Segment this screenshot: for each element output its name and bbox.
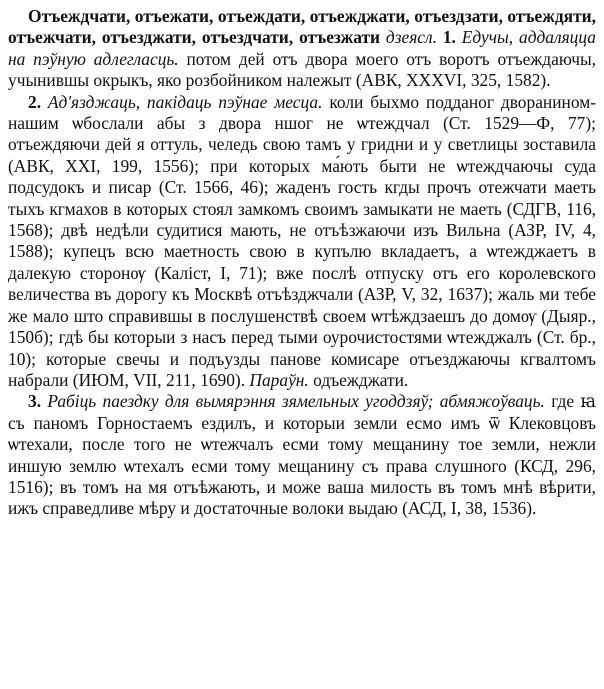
- sense-3-citations: где ꙗ съ паномъ Горностаемъ ездилъ, и которыи земли есмо имъ ѿ Клековцовъ ѡтехали, после того не ѡтежчалъ есми тому мещанину тое земли, нежли иншую землю ѡтехалъ есми тому мещанину съ права слушного (КСД, 296, 1516); въ томъ на мя отъѣжають, и може ваша милость въ томъ мнѣ вѣрити, ижъ справедливе мѣру и достаточные волоки выдаю (АСД, I, 38, 1536).: [8, 391, 596, 519]
- entry-sense-3-paragraph: [8, 391, 596, 519]
- entry-headword: Отъеждчати, отъежати, отъеждати, отъежджати, отъездзати, отъеждяти, отъежчати, отъезджати, отъездчати, отъезжати: [8, 6, 596, 48]
- sense-2-see-label: Параўн.: [249, 369, 309, 390]
- sense-1-number: 1.: [442, 27, 456, 48]
- sense-3-number: 3.: [28, 391, 42, 412]
- sense-1-citations: потом дей отъ двора моего отъ воротъ отъеждаючы, учынившы окрыкъ, яко розбойником належыт (АВК, XXXVI, 325, 1582).: [8, 48, 596, 91]
- sense-2-number: 2.: [28, 91, 42, 112]
- sense-2-gloss: Ад'язджаць, пакідаць пэўнае месца.: [47, 91, 323, 112]
- entry-sense-2-paragraph: [8, 92, 596, 392]
- sense-2-citations: коли быхмо подданог дворанином нашим ѡбослали абы з двора ншог не ѡтеждчал (Ст. 1529—Ф, 77); отъеждяючи дей я оттуль, челедь свою тамъ у гридни и у светлицы зоставила (АВК, XXI, 199, 1556); при которых ма́ють быти не ѡтеждчаючы суда подсудокъ и писар (Ст. 1566, 46); жаденъ гость кгды прочъ отежчати маеть тыхъ кгмахов в которых стоял замкомъ своимъ замыкати не маеть (СДГВ, 116, 1568); двѣ недѣли судитися мають, не отъѣзжаючи изъ Вильна (АЗР, IV, 4, 1588); купецъ всю маетность свою в купълю вкладаетъ, а ѡтежджаетъ в далекую сторонѹ (Калiст, I, 71); вже послѣ отпуску отъ его королевского величества въ дорогу къ Москвѣ отъѣзджчали (АЗР, V, 32, 1637); жаль ми тебе же мало што справившы в послушенствѣ своем ѡтѣждзаешъ до домѹ (Дыяр., 150б); гдѣ бы которыи з насъ перед тыми оурочистостями ѡтежджалъ (Ст. бр., 10); которые свечы и подъузды панове комисаре отъезджаючы кгвалтомъ набрали (ИЮМ, VII, 211, 1690).: [8, 91, 596, 390]
- sense-1-gloss: Едучы, аддаляцца на пэўную адлегласць.: [8, 27, 596, 69]
- entry-sense-1-paragraph: [8, 6, 596, 92]
- part-of-speech: дзеясл.: [385, 27, 437, 48]
- sense-3-gloss: Рабіць паездку для вымярэння зямельных угоддзяў; абмяжоўваць.: [47, 391, 545, 412]
- sense-2-see-word: одъежджати.: [313, 369, 409, 390]
